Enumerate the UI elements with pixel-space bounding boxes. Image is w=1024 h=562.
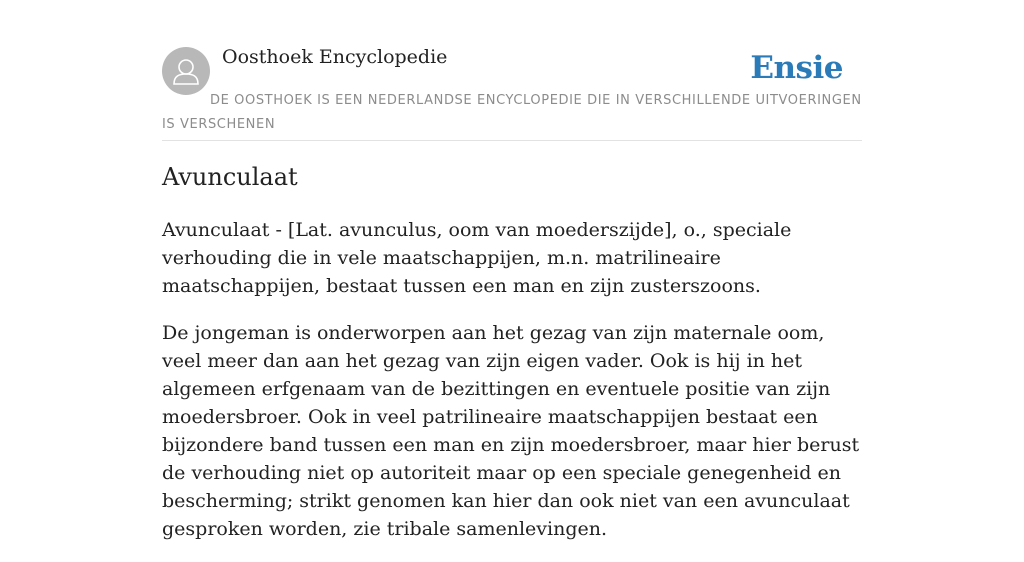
avatar[interactable] <box>162 47 210 95</box>
article-paragraph: De jongeman is onderworpen aan het gezag van zijn maternale oom, veel meer dan aan het gezag van zijn eigen vader. Ook is hij in het algemeen erfgenaam van de bezittingen en eventuele positie van zijn moedersbroer. Ook in veel patrilineaire maatschappijen bestaat een bijzondere band tussen een man en zijn moedersbroer, maar hier berust de verhouding niet op autoriteit maar op een speciale genegenheid en bescherming; strikt genomen kan hier dan ook niet van een avunculaat gesproken worden, zie tribale samenlevingen. <box>162 322 860 540</box>
site-tagline: DE OOSTHOEK IS EEN NEDERLANDSE ENCYCLOPEDIE DIE IN VERSCHILLENDE UITVOERINGEN IS VERSCHENEN <box>162 93 862 132</box>
page <box>162 0 862 540</box>
header <box>162 0 862 141</box>
article-paragraph: Avunculaat - [Lat. avunculus, oom van moederszijde], o., speciale verhouding die in vele maatschappijen, m.n. matrilineaire maatschappijen, bestaat tussen een man en zijn zusterszoons. <box>162 219 792 297</box>
site-title[interactable]: Oosthoek Encyclopedie <box>222 46 448 68</box>
article-body <box>162 216 862 562</box>
article-title: Avunculaat <box>162 163 298 191</box>
brand-logo[interactable]: Ensie <box>750 50 843 86</box>
user-icon <box>162 47 210 95</box>
